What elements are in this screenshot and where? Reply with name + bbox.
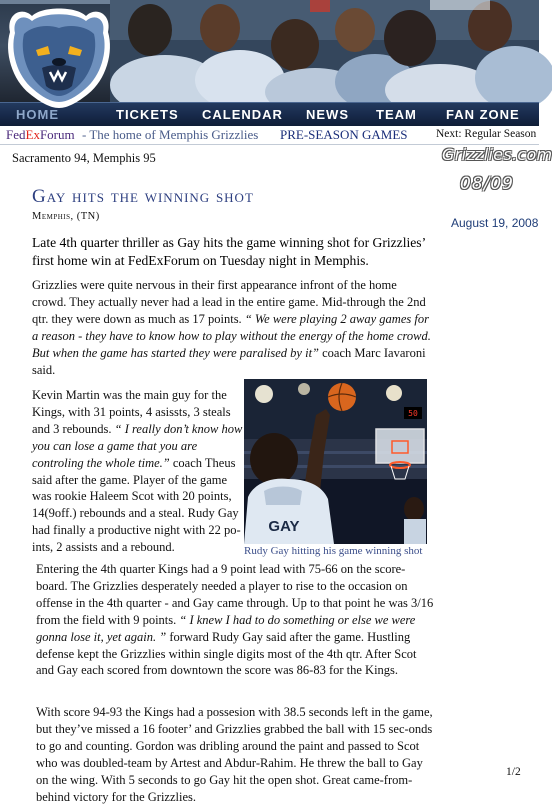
shot-clock: 50 xyxy=(408,409,418,418)
nav-calendar[interactable]: CALENDAR xyxy=(202,107,283,122)
final-score: Sacramento 94, Memphis 95 xyxy=(12,151,156,165)
game-photo xyxy=(244,379,427,544)
paragraph-3-quote: “ I knew I had to do something or else we were gonna lose it, yet again. ” xyxy=(36,612,416,644)
paragraph-1-text: Grizzlies were quite nervous in their first appearance infront of the home crowd. They actually never had a lead in the entire game. Mid-through the 2nd qtr. they were down as much as 17 points. xyxy=(32,278,426,326)
site-brand: Grizzlies.com xyxy=(442,145,552,164)
fedex-fed: Fed xyxy=(6,127,26,142)
team-huddle-photo xyxy=(110,0,539,102)
paragraph-3-attribution: forward Rudy Gay said after the game. Hustling defense kept the Grizzlies within single digits most of the 4th qtr. After Scot and Gay each scored from downtown the score was 86-83 for the Kings. xyxy=(36,629,417,678)
nav-tickets[interactable]: TICKETS xyxy=(116,107,179,122)
article-date: August 19, 2008 xyxy=(451,216,539,230)
article-lede: Late 4th quarter thriller as Gay hits the game winning shot for Grizzlies’ first home win at FedExForum on Tuesday night in Memphis. xyxy=(32,235,426,268)
paragraph-3-text: Entering the 4th quarter Kings had a 9 point lead with 75-66 on the score-board. The Grizzlies desperately needed a player to rise to the occasion on offense in the 4th quarter - and Gay came through. Up to that point he was 3/16 from the field with 9 points. xyxy=(36,562,434,627)
next-regular-season-link[interactable]: Next: Regular Season xyxy=(436,128,537,140)
paragraph-1 xyxy=(32,277,434,378)
paragraph-2-text: Kevin Martin was the main guy for the Kings, with 31 points, 4 asissts, 3 steals and 3 rebounds. xyxy=(32,388,231,436)
paragraph-2 xyxy=(32,387,244,556)
article-headline: Gay hits the winning shot xyxy=(32,186,254,207)
nav-news[interactable]: NEWS xyxy=(306,107,349,122)
venue-tagline: - The home of Memphis Grizzlies xyxy=(82,127,259,142)
grizzlies-logo[interactable] xyxy=(2,2,116,110)
fedexforum-link[interactable] xyxy=(6,127,75,143)
season-label: 08/09 xyxy=(460,174,514,194)
sub-bar xyxy=(0,126,539,145)
jersey-name: GAY xyxy=(268,518,300,535)
paragraph-2-attribution: coach Theus said after the game. Player of the game was rookie Haleem Scot with 20 points, 14(9off.) rebounds and a steal. Rudy Gay had finally a productive night with 22 po-ints, 2 assists and a rebound. xyxy=(32,455,241,555)
paragraph-1-attribution: coach Marc Iavaroni said. xyxy=(32,345,426,377)
nav-fan-zone[interactable]: FAN ZONE xyxy=(446,107,520,122)
fedex-ex: Ex xyxy=(25,127,40,142)
page-number: 1/2 xyxy=(506,766,521,778)
paragraph-1-quote: “ We were playing 2 away games for a reason - they have to know how to play without the energy of the home crowd. But when the game has started they were paralised by it” xyxy=(32,311,431,360)
paragraph-4: With score 94-93 the Kings had a possesion with 38.5 seconds left in the game, but they’ve missed a 16 footer’ and Grizzlies grabbed the ball with 15 sec-onds to go and counting. Gordon was dribling around the paint and passed to Scot who was doubled-team by Artest and Abdur-Rahim. He threw the ball to Gay on the wing. With 5 seconds to go Gay hit the open shot. Great came-from-behind victory for the Grizzlies. xyxy=(36,705,433,804)
preseason-games-link[interactable]: PRE-SEASON GAMES xyxy=(280,127,408,142)
nav-home[interactable]: HOME xyxy=(16,107,59,122)
rudy-gay-shot-illustration xyxy=(244,379,427,544)
paragraph-2-quote: “ I really don’t know how you can lose a game that you are controling the whole time.” xyxy=(32,421,243,470)
dateline: Memphis, (TN) xyxy=(32,211,100,222)
fedex-forum: Forum xyxy=(39,127,75,142)
paragraph-3 xyxy=(36,561,436,679)
photo-caption: Rudy Gay hitting his game winning shot xyxy=(244,545,423,557)
nav-team[interactable]: TEAM xyxy=(376,107,417,122)
